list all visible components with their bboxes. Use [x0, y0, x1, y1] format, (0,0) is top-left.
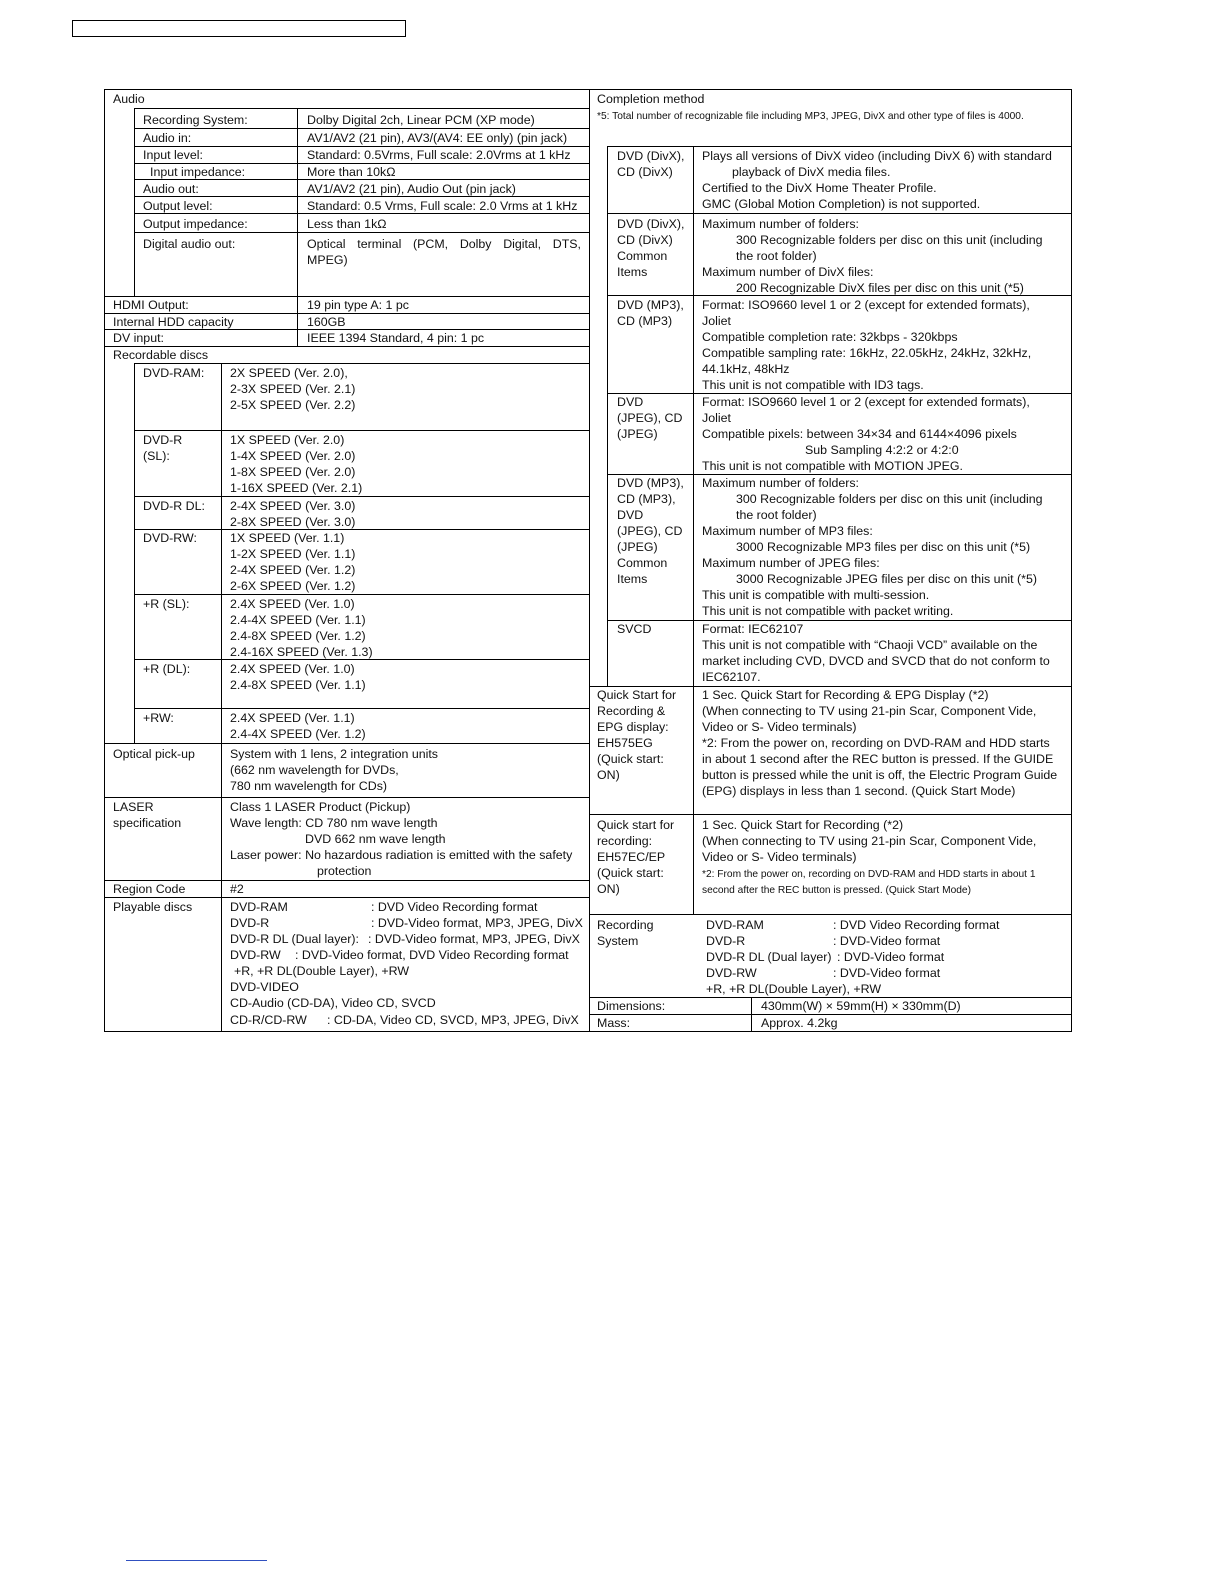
- playable-disc: CD-R/CD-RW: [230, 1013, 307, 1027]
- recording-system-format: : DVD-Video format: [837, 950, 945, 964]
- speed-line: 2.4-4X SPEED (Ver. 1.2): [230, 727, 366, 741]
- completion-line: Maximum number of DivX files:: [702, 265, 874, 279]
- quick-eg-line: (EPG) displays in less than 1 second. (Quick Start Mode): [702, 784, 1016, 798]
- completion-line: Maximum number of folders:: [702, 476, 860, 490]
- completion-line: Maximum number of folders:: [702, 217, 860, 231]
- recording-system-disc: DVD-RAM: [706, 918, 764, 932]
- completion-label: DVD (DivX),: [617, 149, 685, 163]
- hdd-value: 160GB: [307, 315, 346, 329]
- dv-label: DV input:: [113, 331, 164, 345]
- completion-line: This unit is not compatible with “Chaoji VCD” available on the: [702, 638, 1038, 652]
- completion-line: Format: ISO9660 level 1 or 2 (except for extended formats),: [702, 298, 1030, 312]
- disc-label: DVD-RW:: [143, 531, 197, 545]
- completion-heading: Completion method: [597, 92, 705, 106]
- audio-label: Digital audio out:: [143, 237, 236, 251]
- hdmi-label: HDMI Output:: [113, 298, 189, 312]
- completion-line: This unit is not compatible with ID3 tags.: [702, 378, 924, 392]
- disc-label: +R (DL):: [143, 662, 191, 676]
- completion-line: This unit is compatible with multi-session.: [702, 588, 930, 602]
- right-column: [589, 90, 1071, 1031]
- audio-value: AV1/AV2 (21 pin), Audio Out (pin jack): [307, 182, 516, 196]
- speed-line: 1-2X SPEED (Ver. 1.1): [230, 547, 356, 561]
- quick-eg-line: in about 1 second after the REC button is pressed. If the GUIDE: [702, 752, 1054, 766]
- completion-line: 3000 Recognizable MP3 files per disc on this unit (*5): [736, 540, 1031, 554]
- quick-ec-note: *2: From the power on, recording on DVD-RAM and HDD starts in about 1: [702, 869, 1036, 880]
- completion-label: DVD (MP3),: [617, 476, 684, 490]
- playable-format: : DVD-Video format, MP3, JPEG, DivX: [371, 916, 583, 930]
- speed-line: 2-6X SPEED (Ver. 1.2): [230, 579, 356, 593]
- disc-label: DVD-R DL:: [143, 499, 205, 513]
- completion-line: This unit is not compatible with MOTION JPEG.: [702, 459, 963, 473]
- completion-label: DVD (MP3),: [617, 298, 684, 312]
- playable-disc: +R, +R DL(Double Layer), +RW: [234, 964, 410, 978]
- mass-value: Approx. 4.2kg: [761, 1016, 838, 1030]
- completion-label: Common: [617, 249, 668, 263]
- audio-label: Audio in:: [143, 131, 192, 145]
- recording-system-format: : DVD-Video format: [833, 966, 941, 980]
- recording-system-disc: DVD-R DL (Dual layer): [706, 950, 832, 964]
- quick-ec-label: ON): [597, 882, 620, 896]
- completion-line: the root folder): [736, 249, 817, 263]
- disc-label: +R (SL):: [143, 597, 190, 611]
- header-box: [72, 20, 406, 37]
- completion-line: the root folder): [736, 508, 817, 522]
- disc-label: DVD-RAM:: [143, 366, 205, 380]
- recording-system-disc: +R, +R DL(Double Layer), +RW: [706, 982, 882, 996]
- audio-value: Standard: 0.5 Vrms, Full scale: 2.0 Vrms at 1 kHz: [307, 199, 578, 213]
- completion-label: (JPEG), CD: [617, 411, 683, 425]
- speed-line: 2-4X SPEED (Ver. 3.0): [230, 499, 356, 513]
- quick-eg-line: Video or S- Video terminals): [702, 720, 857, 734]
- region-label: Region Code: [113, 882, 186, 896]
- speed-line: 2.4X SPEED (Ver. 1.0): [230, 597, 355, 611]
- completion-line: Maximum number of MP3 files:: [702, 524, 873, 538]
- playable-format: : DVD Video Recording format: [371, 900, 538, 914]
- completion-line: Compatible completion rate: 32kbps - 320kbps: [702, 330, 958, 344]
- optical-line: (662 nm wavelength for DVDs,: [230, 763, 399, 777]
- audio-value: Standard: 0.5Vrms, Full scale: 2.0Vrms at 1 kHz: [307, 148, 571, 162]
- playable-disc: DVD-R DL (Dual layer):: [230, 932, 359, 946]
- playable-disc: DVD-VIDEO: [230, 980, 299, 994]
- completion-line: market including CVD, DVCD and SVCD that do not conform to: [702, 654, 1050, 668]
- completion-line: playback of DivX media files.: [732, 165, 891, 179]
- playable-disc: CD-Audio (CD-DA), Video CD, SVCD: [230, 996, 436, 1010]
- completion-note: *5: Total number of recognizable file including MP3, JPEG, DivX and other type of files is 4000.: [597, 111, 1024, 122]
- hdmi-value: 19 pin type A: 1 pc: [307, 298, 409, 312]
- playable-disc: DVD-RAM: [230, 900, 288, 914]
- left-column: [105, 90, 590, 1031]
- quick-eg-line: button is pressed while the unit is off, the Electric Program Guide: [702, 768, 1058, 782]
- audio-heading: Audio: [113, 92, 145, 106]
- laser-label-sub: specification: [113, 816, 182, 830]
- completion-label: (JPEG): [617, 540, 658, 554]
- quick-ec-label: recording:: [597, 834, 653, 848]
- completion-line: Compatible sampling rate: 16kHz, 22.05kHz, 24kHz, 32kHz,: [702, 346, 1032, 360]
- recording-system-label: Recording: [597, 918, 654, 932]
- completion-line: Sub Sampling 4:2:2 or 4:2:0: [805, 443, 959, 457]
- spec-table: [104, 89, 1072, 1032]
- quick-ec-line: 1 Sec. Quick Start for Recording (*2): [702, 818, 904, 832]
- speed-line: 1X SPEED (Ver. 2.0): [230, 433, 345, 447]
- audio-value: Less than 1kΩ: [307, 217, 387, 231]
- audio-label: Recording System:: [143, 113, 248, 127]
- completion-line: Format: ISO9660 level 1 or 2 (except for extended formats),: [702, 395, 1030, 409]
- laser-label: LASER: [113, 800, 154, 814]
- laser-line: Wave length: CD 780 nm wave length: [230, 816, 438, 830]
- laser-line: DVD 662 nm wave length: [305, 832, 446, 846]
- completion-line: 44.1kHz, 48kHz: [702, 362, 790, 376]
- completion-line: IEC62107.: [702, 670, 761, 684]
- quick-eg-label: (Quick start:: [597, 752, 664, 766]
- completion-line: This unit is not compatible with packet writing.: [702, 604, 954, 618]
- quick-ec-label: (Quick start:: [597, 866, 664, 880]
- completion-label: DVD: [617, 395, 644, 409]
- completion-line: 200 Recognizable DivX files per disc on this unit (*5): [736, 281, 1024, 295]
- playable-format: : CD-DA, Video CD, SVCD, MP3, JPEG, DivX: [327, 1013, 579, 1027]
- playable-format: : DVD-Video format, MP3, JPEG, DivX: [368, 932, 580, 946]
- optical-line: 780 nm wavelength for CDs): [230, 779, 388, 793]
- completion-label: Common: [617, 556, 668, 570]
- recording-system-label: System: [597, 934, 639, 948]
- completion-line: Format: IEC62107: [702, 622, 804, 636]
- speed-line: 1-4X SPEED (Ver. 2.0): [230, 449, 356, 463]
- audio-label: Output level:: [143, 199, 213, 213]
- completion-line: Joliet: [702, 411, 731, 425]
- completion-label: (JPEG), CD: [617, 524, 683, 538]
- completion-line: 300 Recognizable folders per disc on this unit (including: [736, 492, 1043, 506]
- quick-eg-label: Recording &: [597, 704, 666, 718]
- speed-line: 2.4-8X SPEED (Ver. 1.1): [230, 678, 366, 692]
- quick-ec-label: Quick start for: [597, 818, 675, 832]
- playable-disc: DVD-R: [230, 916, 270, 930]
- completion-label: (JPEG): [617, 427, 658, 441]
- audio-value: AV1/AV2 (21 pin), AV3/(AV4: EE only) (pin jack): [307, 131, 568, 145]
- completion-label: CD (DivX): [617, 233, 673, 247]
- quick-eg-label: EPG display:: [597, 720, 669, 734]
- quick-ec-line: (When connecting to TV using 21-pin Scar, Component Vide,: [702, 834, 1037, 848]
- recording-system-disc: DVD-RW: [706, 966, 757, 980]
- completion-line: Joliet: [702, 314, 731, 328]
- quick-eg-line: *2: From the power on, recording on DVD-RAM and HDD starts: [702, 736, 1050, 750]
- completion-label: DVD: [617, 508, 644, 522]
- disc-label: DVD-R: [143, 433, 183, 447]
- audio-label: Input impedance:: [150, 165, 246, 179]
- audio-value: Optical terminal (PCM, Dolby Digital, DTS, MPEG): [307, 237, 581, 267]
- playable-disc: DVD-RW: [230, 948, 281, 962]
- quick-eg-label: Quick Start for: [597, 688, 677, 702]
- hdd-label: Internal HDD capacity: [113, 315, 234, 329]
- audio-label: Input level:: [143, 148, 203, 162]
- laser-line: Laser power: No hazardous radiation is emitted with the safety: [230, 848, 573, 862]
- laser-line: protection: [317, 864, 372, 878]
- speed-line: 1-16X SPEED (Ver. 2.1): [230, 481, 363, 495]
- speed-line: 1-8X SPEED (Ver. 2.0): [230, 465, 356, 479]
- quick-eg-line: (When connecting to TV using 21-pin Scar, Component Vide,: [702, 704, 1037, 718]
- completion-label: Items: [617, 265, 648, 279]
- speed-line: 2-3X SPEED (Ver. 2.1): [230, 382, 356, 396]
- region-value: #2: [230, 882, 244, 896]
- recording-system-format: : DVD Video Recording format: [833, 918, 1000, 932]
- speed-line: 2X SPEED (Ver. 2.0),: [230, 366, 348, 380]
- completion-label: Items: [617, 572, 648, 586]
- speed-line: 2-8X SPEED (Ver. 3.0): [230, 515, 356, 529]
- audio-value: More than 10kΩ: [307, 165, 396, 179]
- completion-label: SVCD: [617, 622, 652, 636]
- completion-label: CD (MP3),: [617, 492, 676, 506]
- completion-line: Plays all versions of DivX video (including DivX 6) with standard: [702, 149, 1052, 163]
- recordable-heading: Recordable discs: [113, 348, 209, 362]
- dimensions-label: Dimensions:: [597, 999, 666, 1013]
- laser-line: Class 1 LASER Product (Pickup): [230, 800, 411, 814]
- optical-label: Optical pick-up: [113, 747, 195, 761]
- speed-line: 1X SPEED (Ver. 1.1): [230, 531, 345, 545]
- recording-system-format: : DVD-Video format: [833, 934, 941, 948]
- footer-link-line: [126, 1560, 267, 1561]
- dv-value: IEEE 1394 Standard, 4 pin: 1 pc: [307, 331, 485, 345]
- completion-line: GMC (Global Motion Completion) is not supported.: [702, 197, 981, 211]
- audio-label: Audio out:: [143, 182, 199, 196]
- disc-label: +RW:: [143, 711, 174, 725]
- completion-label: CD (DivX): [617, 165, 673, 179]
- speed-line: 2-4X SPEED (Ver. 1.2): [230, 563, 356, 577]
- quick-eg-label: ON): [597, 768, 620, 782]
- speed-line: 2-5X SPEED (Ver. 2.2): [230, 398, 356, 412]
- audio-value: Dolby Digital 2ch, Linear PCM (XP mode): [307, 113, 535, 127]
- completion-line: Compatible pixels: between 34×34 and 6144×4096 pixels: [702, 427, 1017, 441]
- playable-format: : DVD-Video format, DVD Video Recording format: [295, 948, 569, 962]
- optical-line: System with 1 lens, 2 integration units: [230, 747, 438, 761]
- disc-label-sub: (SL):: [143, 449, 170, 463]
- completion-line: Certified to the DivX Home Theater Profile.: [702, 181, 937, 195]
- quick-ec-note: second after the REC button is pressed. (Quick Start Mode): [702, 885, 971, 896]
- speed-line: 2.4-16X SPEED (Ver. 1.3): [230, 645, 373, 659]
- completion-line: 3000 Recognizable JPEG files per disc on this unit (*5): [736, 572, 1037, 586]
- mass-label: Mass:: [597, 1016, 631, 1030]
- quick-eg-label: EH575EG: [597, 736, 653, 750]
- playable-label: Playable discs: [113, 900, 193, 914]
- recording-system-disc: DVD-R: [706, 934, 746, 948]
- completion-label: CD (MP3): [617, 314, 673, 328]
- quick-eg-line: 1 Sec. Quick Start for Recording & EPG Display (*2): [702, 688, 989, 702]
- completion-line: 300 Recognizable folders per disc on this unit (including: [736, 233, 1043, 247]
- speed-line: 2.4X SPEED (Ver. 1.1): [230, 711, 355, 725]
- dimensions-value: 430mm(W) × 59mm(H) × 330mm(D): [761, 999, 961, 1013]
- speed-line: 2.4-4X SPEED (Ver. 1.1): [230, 613, 366, 627]
- audio-label: Output impedance:: [143, 217, 248, 231]
- speed-line: 2.4-8X SPEED (Ver. 1.2): [230, 629, 366, 643]
- completion-label: DVD (DivX),: [617, 217, 685, 231]
- speed-line: 2.4X SPEED (Ver. 1.0): [230, 662, 355, 676]
- quick-ec-label: EH57EC/EP: [597, 850, 666, 864]
- quick-ec-line: Video or S- Video terminals): [702, 850, 857, 864]
- completion-line: Maximum number of JPEG files:: [702, 556, 880, 570]
